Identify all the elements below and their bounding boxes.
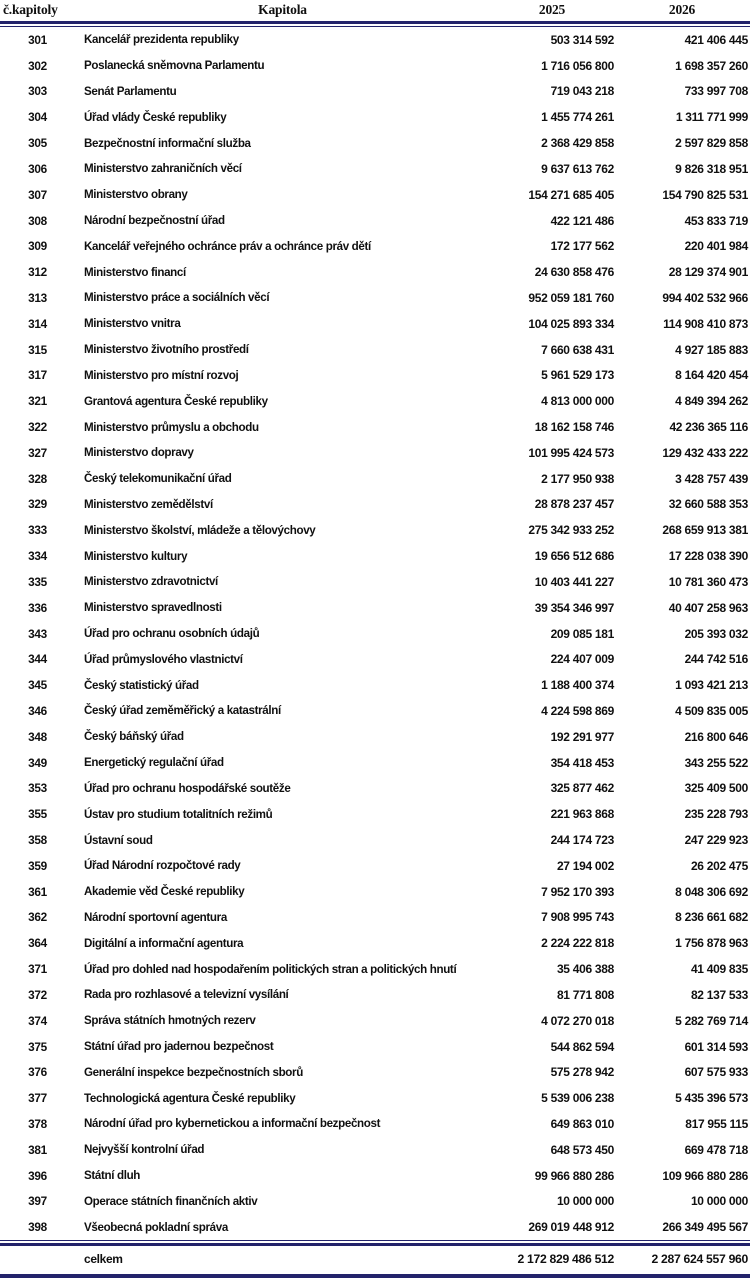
chapter-name-cell: Národní sportovní agentura: [84, 910, 227, 924]
chapter-number-cell: 374: [28, 1013, 47, 1028]
table-footer: [0, 1246, 750, 1272]
chapter-name-cell: Státní dluh: [84, 1169, 141, 1183]
chapter-name-cell: Ústavní soud: [84, 833, 153, 847]
footer-total-2025: 2 172 829 486 512: [517, 1252, 614, 1267]
value-2026-cell: 220 401 984: [684, 239, 748, 254]
chapter-name-cell: Ministerstvo zdravotnictví: [84, 575, 218, 589]
chapter-name-cell: Úřad pro dohled nad hospodařením politických stran a politických hnutí: [84, 962, 457, 976]
chapter-name-cell: Ministerstvo dopravy: [84, 446, 194, 460]
table-row: [0, 827, 750, 853]
value-2026-cell: 41 409 835: [690, 962, 748, 977]
chapter-name-cell: Bezpečnostní informační služba: [84, 136, 251, 150]
value-2026-cell: 325 409 500: [684, 781, 748, 796]
table-row: [0, 724, 750, 750]
value-2025-cell: 649 863 010: [550, 1116, 614, 1131]
table-row: [0, 492, 750, 518]
chapter-name-cell: Český báňský úřad: [84, 730, 184, 744]
chapter-number-cell: 335: [28, 574, 47, 589]
value-2025-cell: 575 278 942: [550, 1065, 614, 1080]
chapter-name-cell: Český úřad zeměměřický a katastrální: [84, 704, 281, 718]
chapter-number-cell: 313: [28, 290, 47, 305]
chapter-name-cell: Ministerstvo kultury: [84, 549, 188, 563]
table-row: [0, 233, 750, 259]
value-2025-cell: 172 177 562: [550, 239, 614, 254]
value-2025-cell: 209 085 181: [550, 626, 614, 641]
chapter-number-cell: 307: [28, 187, 47, 202]
value-2026-cell: 266 349 495 567: [662, 1220, 748, 1235]
chapter-number-cell: 353: [28, 781, 47, 796]
table-row: [0, 1008, 750, 1034]
chapter-number-cell: 302: [28, 58, 47, 73]
table-row: [0, 27, 750, 53]
value-2025-cell: 224 407 009: [550, 652, 614, 667]
value-2025-cell: 4 813 000 000: [541, 394, 614, 409]
table-row: [0, 982, 750, 1008]
value-2026-cell: 421 406 445: [684, 32, 748, 47]
chapter-name-cell: Ministerstvo průmyslu a obchodu: [84, 420, 259, 434]
value-2026-cell: 247 229 923: [684, 833, 748, 848]
table-row: [0, 1214, 750, 1240]
chapter-number-cell: 378: [28, 1116, 47, 1131]
table-row: [0, 930, 750, 956]
value-2025-cell: 544 862 594: [550, 1039, 614, 1054]
value-2025-cell: 27 194 002: [556, 858, 614, 873]
value-2025-cell: 275 342 933 252: [528, 523, 614, 538]
value-2025-cell: 503 314 592: [550, 32, 614, 47]
table-row: [0, 775, 750, 801]
value-2025-cell: 24 630 858 476: [534, 265, 614, 280]
value-2026-cell: 343 255 522: [684, 755, 748, 770]
table-row: [0, 362, 750, 388]
footer-total-2026: 2 287 624 557 960: [651, 1252, 748, 1267]
table-row: [0, 595, 750, 621]
chapter-name-cell: Senát Parlamentu: [84, 84, 177, 98]
table-row: [0, 698, 750, 724]
value-2025-cell: 648 573 450: [550, 1142, 614, 1157]
table-row: [0, 1188, 750, 1214]
table-row: [0, 311, 750, 337]
chapter-number-cell: 355: [28, 807, 47, 822]
value-2025-cell: 221 963 868: [550, 807, 614, 822]
value-2026-cell: 82 137 533: [690, 987, 748, 1002]
chapter-number-cell: 359: [28, 858, 47, 873]
value-2026-cell: 10 000 000: [690, 1194, 748, 1209]
value-2025-cell: 28 878 237 457: [534, 497, 614, 512]
value-2026-cell: 42 236 365 116: [669, 420, 748, 435]
value-2025-cell: 7 660 638 431: [541, 342, 614, 357]
chapter-number-cell: 361: [28, 884, 47, 899]
value-2025-cell: 325 877 462: [550, 781, 614, 796]
table-header: [0, 0, 750, 21]
chapter-number-cell: 329: [28, 497, 47, 512]
chapter-number-cell: 364: [28, 936, 47, 951]
chapter-name-cell: Ministerstvo vnitra: [84, 317, 181, 331]
chapter-number-cell: 348: [28, 729, 47, 744]
value-2026-cell: 4 509 835 005: [675, 703, 748, 718]
value-2026-cell: 994 402 532 966: [662, 290, 748, 305]
chapter-name-cell: Český telekomunikační úřad: [84, 472, 232, 486]
value-2025-cell: 422 121 486: [550, 213, 614, 228]
value-2026-cell: 5 282 769 714: [675, 1013, 748, 1028]
value-2026-cell: 10 781 360 473: [668, 574, 748, 589]
table-row: [0, 337, 750, 363]
chapter-number-cell: 322: [28, 420, 47, 435]
value-2026-cell: 109 966 880 286: [662, 1168, 748, 1183]
chapter-number-cell: 398: [28, 1220, 47, 1235]
chapter-name-cell: Ministerstvo financí: [84, 265, 186, 279]
chapter-name-cell: Ministerstvo životního prostředí: [84, 343, 249, 357]
chapter-name-cell: Úřad pro ochranu hospodářské soutěže: [84, 781, 291, 795]
value-2026-cell: 1 756 878 963: [675, 936, 748, 951]
value-2026-cell: 2 597 829 858: [675, 136, 748, 151]
chapter-number-cell: 397: [28, 1194, 47, 1209]
table-row: [0, 801, 750, 827]
value-2025-cell: 104 025 893 334: [528, 316, 614, 331]
table-row: [0, 517, 750, 543]
value-2025-cell: 18 162 158 746: [534, 420, 614, 435]
value-2026-cell: 154 790 825 531: [662, 187, 748, 202]
chapter-name-cell: Úřad průmyslového vlastnictví: [84, 652, 243, 666]
chapter-number-cell: 344: [28, 652, 47, 667]
table-row: [0, 208, 750, 234]
value-2025-cell: 952 059 181 760: [528, 290, 614, 305]
value-2026-cell: 1 698 357 260: [675, 58, 748, 73]
value-2025-cell: 99 966 880 286: [534, 1168, 614, 1183]
chapter-number-cell: 375: [28, 1039, 47, 1054]
chapter-name-cell: Energetický regulační úřad: [84, 756, 224, 770]
chapter-number-cell: 336: [28, 600, 47, 615]
chapter-number-cell: 304: [28, 110, 47, 125]
chapter-name-cell: Správa státních hmotných rezerv: [84, 1014, 256, 1028]
value-2025-cell: 2 224 222 818: [541, 936, 614, 951]
chapter-name-cell: Ministerstvo zahraničních věcí: [84, 162, 242, 176]
value-2026-cell: 3 428 757 439: [675, 471, 748, 486]
chapter-name-cell: Nejvyšší kontrolní úřad: [84, 1143, 205, 1157]
value-2026-cell: 601 314 593: [684, 1039, 748, 1054]
table-row: [0, 388, 750, 414]
table-row: [0, 672, 750, 698]
chapter-number-cell: 315: [28, 342, 47, 357]
table-row: [0, 182, 750, 208]
chapter-number-cell: 371: [28, 962, 47, 977]
value-2026-cell: 733 997 708: [684, 84, 748, 99]
table-row: [0, 285, 750, 311]
chapter-name-cell: Úřad pro ochranu osobních údajů: [84, 627, 260, 641]
value-2026-cell: 32 660 588 353: [668, 497, 748, 512]
value-2026-cell: 669 478 718: [684, 1142, 748, 1157]
value-2025-cell: 1 188 400 374: [541, 678, 614, 693]
chapter-name-cell: Kancelář prezidenta republiky: [84, 33, 239, 47]
value-2025-cell: 39 354 346 997: [534, 600, 614, 615]
value-2026-cell: 8 236 661 682: [675, 910, 748, 925]
chapter-number-cell: 377: [28, 1091, 47, 1106]
value-2025-cell: 719 043 218: [550, 84, 614, 99]
table-row: [0, 646, 750, 672]
table-row: [0, 1137, 750, 1163]
chapter-name-cell: Úřad vlády České republiky: [84, 110, 227, 124]
value-2025-cell: 269 019 448 912: [528, 1220, 614, 1235]
chapter-name-cell: Rada pro rozhlasové a televizní vysílání: [84, 988, 289, 1002]
value-2026-cell: 5 435 396 573: [675, 1091, 748, 1106]
value-2026-cell: 4 849 394 262: [675, 394, 748, 409]
chapter-name-cell: Úřad Národní rozpočtové rady: [84, 859, 241, 873]
chapter-number-cell: 308: [28, 213, 47, 228]
chapter-number-cell: 372: [28, 987, 47, 1002]
chapter-number-cell: 334: [28, 549, 47, 564]
value-2025-cell: 2 368 429 858: [541, 136, 614, 151]
chapter-name-cell: Kancelář veřejného ochránce práv a ochránce práv dětí: [84, 239, 371, 253]
table-row: [0, 956, 750, 982]
chapter-number-cell: 358: [28, 833, 47, 848]
chapter-name-cell: Ministerstvo zemědělství: [84, 497, 213, 511]
value-2025-cell: 1 716 056 800: [541, 58, 614, 73]
chapter-name-cell: Ministerstvo práce a sociálních věcí: [84, 291, 270, 305]
value-2025-cell: 101 995 424 573: [528, 445, 614, 460]
table-row: [0, 621, 750, 647]
value-2026-cell: 216 800 646: [684, 729, 748, 744]
chapter-number-cell: 305: [28, 136, 47, 151]
chapter-number-cell: 333: [28, 523, 47, 538]
value-2025-cell: 7 952 170 393: [541, 884, 614, 899]
chapter-name-cell: Generální inspekce bezpečnostních sborů: [84, 1065, 303, 1079]
value-2025-cell: 4 224 598 869: [541, 703, 614, 718]
table-body: [0, 27, 750, 1240]
chapter-number-cell: 321: [28, 394, 47, 409]
chapter-name-cell: Ministerstvo pro místní rozvoj: [84, 368, 239, 382]
chapter-number-cell: 327: [28, 445, 47, 460]
chapter-name-cell: Digitální a informační agentura: [84, 936, 244, 950]
chapter-number-cell: 362: [28, 910, 47, 925]
value-2025-cell: 7 908 995 743: [541, 910, 614, 925]
table-row: [0, 569, 750, 595]
value-2026-cell: 244 742 516: [684, 652, 748, 667]
value-2025-cell: 35 406 388: [556, 962, 614, 977]
value-2026-cell: 40 407 258 963: [668, 600, 748, 615]
chapter-name-cell: Ústav pro studium totalitních režimů: [84, 807, 273, 821]
value-2026-cell: 114 908 410 873: [663, 316, 748, 331]
chapter-number-cell: 314: [28, 316, 47, 331]
chapter-number-cell: 328: [28, 471, 47, 486]
value-2026-cell: 26 202 475: [690, 858, 748, 873]
value-2026-cell: 268 659 913 381: [662, 523, 748, 538]
table-row: [0, 1034, 750, 1060]
header-year-2026: 2026: [668, 2, 696, 18]
chapter-number-cell: 349: [28, 755, 47, 770]
chapter-number-cell: 312: [28, 265, 47, 280]
table-row: [0, 156, 750, 182]
table-row: [0, 414, 750, 440]
chapter-name-cell: Ministerstvo spravedlnosti: [84, 601, 222, 615]
table-row: [0, 440, 750, 466]
chapter-number-cell: 306: [28, 161, 47, 176]
value-2025-cell: 4 072 270 018: [541, 1013, 614, 1028]
value-2026-cell: 205 393 032: [684, 626, 748, 641]
table-row: [0, 104, 750, 130]
value-2025-cell: 2 177 950 938: [541, 471, 614, 486]
value-2026-cell: 1 311 771 999: [675, 110, 748, 125]
table-row: [0, 79, 750, 105]
chapter-name-cell: Národní bezpečnostní úřad: [84, 214, 225, 228]
chapter-name-cell: Český statistický úřad: [84, 678, 199, 692]
value-2025-cell: 192 291 977: [550, 729, 614, 744]
value-2025-cell: 19 656 512 686: [534, 549, 614, 564]
chapter-name-cell: Akademie věd České republiky: [84, 885, 245, 899]
table-row: [0, 1059, 750, 1085]
chapter-number-cell: 343: [28, 626, 47, 641]
value-2026-cell: 28 129 374 901: [668, 265, 748, 280]
value-2025-cell: 10 403 441 227: [534, 574, 614, 589]
table-row: [0, 466, 750, 492]
table-row: [0, 130, 750, 156]
value-2026-cell: 9 826 318 951: [675, 161, 748, 176]
table-row: [0, 259, 750, 285]
chapter-number-cell: 396: [28, 1168, 47, 1183]
value-2025-cell: 9 637 613 762: [541, 161, 614, 176]
value-2026-cell: 607 575 933: [684, 1065, 748, 1080]
chapter-name-cell: Národní úřad pro kybernetickou a informační bezpečnost: [84, 1117, 381, 1131]
chapter-number-cell: 301: [28, 32, 47, 47]
chapter-name-cell: Operace státních finančních aktiv: [84, 1194, 258, 1208]
value-2026-cell: 4 927 185 883: [675, 342, 748, 357]
chapter-number-cell: 345: [28, 678, 47, 693]
table-row: [0, 543, 750, 569]
table-row: [0, 53, 750, 79]
value-2026-cell: 8 048 306 692: [675, 884, 748, 899]
value-2025-cell: 5 539 006 238: [541, 1091, 614, 1106]
footer-total-label: celkem: [84, 1252, 123, 1267]
chapter-number-cell: 346: [28, 703, 47, 718]
chapter-number-cell: 303: [28, 84, 47, 99]
table-row: [0, 905, 750, 931]
value-2026-cell: 17 228 038 390: [668, 549, 748, 564]
chapter-number-cell: 381: [28, 1142, 47, 1157]
chapter-name-cell: Poslanecká sněmovna Parlamentu: [84, 59, 265, 73]
table-row: [0, 853, 750, 879]
value-2025-cell: 244 174 723: [550, 833, 614, 848]
table-row: [0, 1163, 750, 1189]
chapter-number-cell: 376: [28, 1065, 47, 1080]
value-2026-cell: 8 164 420 454: [675, 368, 748, 383]
table-row: [0, 750, 750, 776]
header-year-2025: 2025: [538, 2, 566, 18]
header-chapter-number: č.kapitoly: [3, 2, 58, 18]
chapter-name-cell: Technologická agentura České republiky: [84, 1091, 296, 1105]
chapter-number-cell: 317: [28, 368, 47, 383]
value-2026-cell: 1 093 421 213: [675, 678, 748, 693]
value-2025-cell: 81 771 808: [556, 987, 614, 1002]
table-row: [0, 1111, 750, 1137]
value-2026-cell: 129 432 433 222: [662, 445, 748, 460]
value-2025-cell: 1 455 774 261: [541, 110, 614, 125]
value-2025-cell: 10 000 000: [556, 1194, 614, 1209]
value-2025-cell: 354 418 453: [550, 755, 614, 770]
chapter-number-cell: 309: [28, 239, 47, 254]
value-2026-cell: 453 833 719: [684, 213, 748, 228]
table-row: [0, 1085, 750, 1111]
chapter-name-cell: Státní úřad pro jadernou bezpečnost: [84, 1040, 274, 1054]
table-row: [0, 879, 750, 905]
chapter-name-cell: Všeobecná pokladní správa: [84, 1220, 228, 1234]
chapter-name-cell: Grantová agentura České republiky: [84, 394, 268, 408]
chapter-name-cell: Ministerstvo školství, mládeže a tělovýchovy: [84, 523, 316, 537]
value-2026-cell: 817 955 115: [685, 1116, 748, 1131]
value-2026-cell: 235 228 793: [684, 807, 748, 822]
bottom-rule: [0, 1274, 750, 1278]
value-2025-cell: 5 961 529 173: [541, 368, 614, 383]
chapter-name-cell: Ministerstvo obrany: [84, 188, 188, 202]
header-chapter-name: Kapitola: [258, 2, 307, 18]
value-2025-cell: 154 271 685 405: [528, 187, 614, 202]
